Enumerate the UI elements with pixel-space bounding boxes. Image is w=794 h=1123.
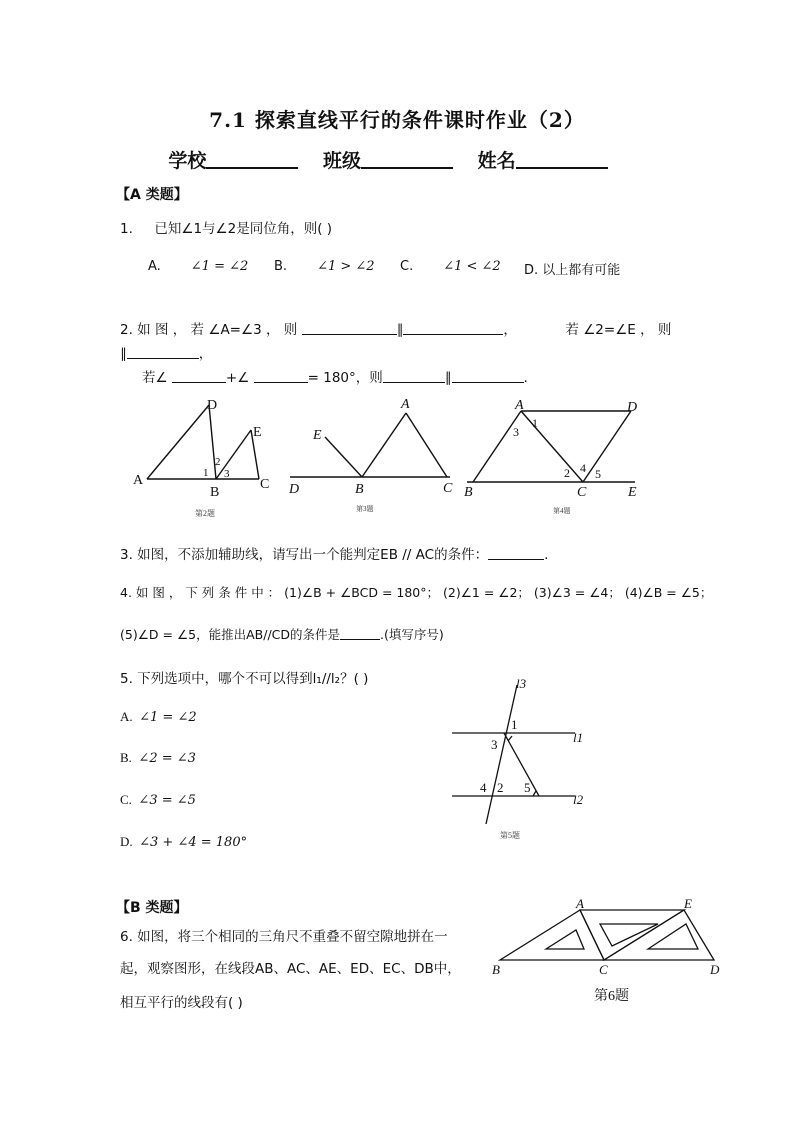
fig2-label-c: C [260,477,270,492]
question-3 [120,543,548,563]
question-2-line-1 [120,318,671,338]
q2-blank-7[interactable] [452,370,524,383]
question-2-line-3 [142,366,528,386]
fig5-angle-2: 2 [497,780,504,795]
question-5: 5. 下列选项中，哪个不可以得到l₁//l₂？( ) [120,671,369,687]
comma: ， [503,322,517,338]
fig4-label-a: A [515,398,524,413]
q1-option-d[interactable] [524,259,620,278]
option-letter: D. [524,263,539,278]
option-letter: B. [274,259,288,274]
fig3-caption: 第3题 [356,505,374,513]
figure-6 [488,896,728,1006]
option-text: ∠1 = ∠2 [139,710,197,725]
fig2-angle-3: 3 [224,468,230,480]
option-letter: D. [120,834,133,849]
option-text: ∠1 > ∠2 [317,259,375,274]
q2-blank-5[interactable] [254,370,308,383]
school-blank[interactable] [206,149,298,169]
q2-blank-6[interactable] [383,370,445,383]
question-6-line-2: 起，观察图形，在线段AB、AC、AE、ED、EC、DB中， [120,961,461,977]
question-6-line-3: 相互平行的线段有( ) [120,995,243,1011]
section-a-heading: 【A 类题】 [116,187,188,203]
fig3-label-b: B [355,482,364,497]
question-6-line-1: 6. 如图，将三个相同的三角尺不重叠不留空隙地拼在一 [120,929,448,945]
q3-blank[interactable] [488,547,544,560]
fig4-angle-2: 2 [564,466,570,480]
figures-row [125,392,655,522]
fig4-angle-1: 1 [532,416,538,430]
q5-option-d[interactable] [120,834,247,850]
fig4-label-d: D [627,400,638,415]
fig4-angle-3: 3 [513,425,519,439]
fig6-label-c: C [599,962,608,977]
fig4-label-e: E [628,485,637,500]
fig5-angle-1: 1 [511,717,518,732]
q2-text-c: 若∠ [142,370,168,386]
fig4-angle-5: 5 [595,467,601,481]
fig2-caption: 第2题 [195,509,215,518]
q2-text-a: 2. 如 图 ， 若 ∠A=∠3 ， 则 [120,322,298,338]
plus-angle: +∠ [225,370,250,386]
q2-blank-4[interactable] [172,370,226,383]
q1-number: 1. [120,221,133,237]
option-letter: A. [148,259,161,274]
option-letter: A. [120,709,133,724]
q4-text-a: (5)∠D = ∠5，能推出AB//CD的条件是 [120,627,341,642]
option-letter: C. [400,259,414,274]
q2-text-b: 若 ∠2=∠E ， 则 [565,322,672,338]
name-blank[interactable] [516,149,608,169]
fig3-label-a: A [401,397,410,412]
class-blank[interactable] [361,149,453,169]
fig5-angle-5: 5 [524,780,531,795]
q2-blank-3[interactable] [127,346,199,359]
parallel-symbol: ∥ [120,346,127,362]
option-text: ∠3 = ∠5 [138,793,196,808]
figure-3 [290,413,450,477]
fig2-angle-2: 2 [215,456,221,468]
figure-4 [467,411,635,482]
q2-blank-1[interactable] [302,322,397,335]
school-label: 学校 [168,150,207,172]
fig5-label-l2: l2 [573,792,584,807]
fig4-angle-4: 4 [580,461,586,475]
q1-option-c[interactable] [400,259,501,274]
question-4-line-2 [120,625,444,643]
q1-option-b[interactable] [274,259,375,274]
parallel-symbol: ∥ [444,370,452,386]
fig3-label-d: D [289,482,300,497]
option-text: 以上都有可能 [542,263,621,278]
option-text: ∠2 = ∠3 [138,751,196,766]
period: . [544,547,549,563]
q2-text-d: = 180°，则 [307,370,383,386]
question-1 [120,217,332,237]
q3-text: 3. 如图，不添加辅助线，请写出一个能判定EB // AC的条件： [120,547,489,563]
page-title: 7.1 探索直线平行的条件课时作业（2） [209,108,585,132]
figure-5 [440,672,600,844]
fig3-label-c: C [443,481,453,496]
fig4-label-c: C [577,485,587,500]
option-text: ∠3 + ∠4 = 180° [139,835,248,850]
fig6-caption: 第6题 [594,989,629,1004]
parallel-symbol: ∥ [396,322,404,338]
fig5-label-l1: l1 [573,730,584,745]
q2-blank-2[interactable] [403,322,503,335]
option-letter: B. [120,750,132,765]
fig6-label-e: E [684,896,692,911]
fig5-angle-4: 4 [480,780,487,795]
fig6-label-a: A [576,896,584,911]
fig6-label-d: D [710,962,720,977]
question-2-line-2 [120,342,212,362]
q5-option-a[interactable] [120,709,197,725]
option-letter: C. [120,792,132,807]
name-label: 姓名 [477,150,516,172]
class-label: 班级 [322,150,361,172]
option-text: ∠1 < ∠2 [443,259,501,274]
question-4-line-1: 4. 如 图 ， 下 列 条 件 中 ： (1)∠B + ∠BCD = 180°； (2)∠1 = ∠2； (3)∠3 = ∠4； (4)∠B = ∠5； [120,585,713,600]
fig3-label-e: E [313,428,322,443]
comma: ， [198,346,213,362]
section-b-heading: 【B 类题】 [116,900,188,916]
q4-text-b: .(填写序号) [380,627,444,642]
fig4-label-b: B [464,485,473,500]
option-text: ∠1 = ∠2 [190,259,249,274]
fig2-label-b: B [210,485,220,500]
period: . [523,370,528,386]
fig2-label-e: E [253,425,262,440]
fig4-caption: 第4题 [553,507,571,515]
fig2-label-d: D [207,398,218,413]
fig5-caption: 第5题 [500,831,520,840]
q5-option-c[interactable] [120,792,196,808]
q5-option-b[interactable] [120,750,196,766]
fig2-label-a: A [133,473,144,488]
q1-option-a[interactable] [148,259,248,274]
q1-text: 已知∠1与∠2是同位角，则( ) [154,221,333,237]
student-info-line [0,146,794,173]
fig5-label-l3: l3 [516,676,527,691]
fig6-label-b: B [492,962,500,977]
fig2-angle-1: 1 [203,467,209,479]
q4-blank[interactable] [340,627,380,640]
fig5-angle-3: 3 [491,737,498,752]
